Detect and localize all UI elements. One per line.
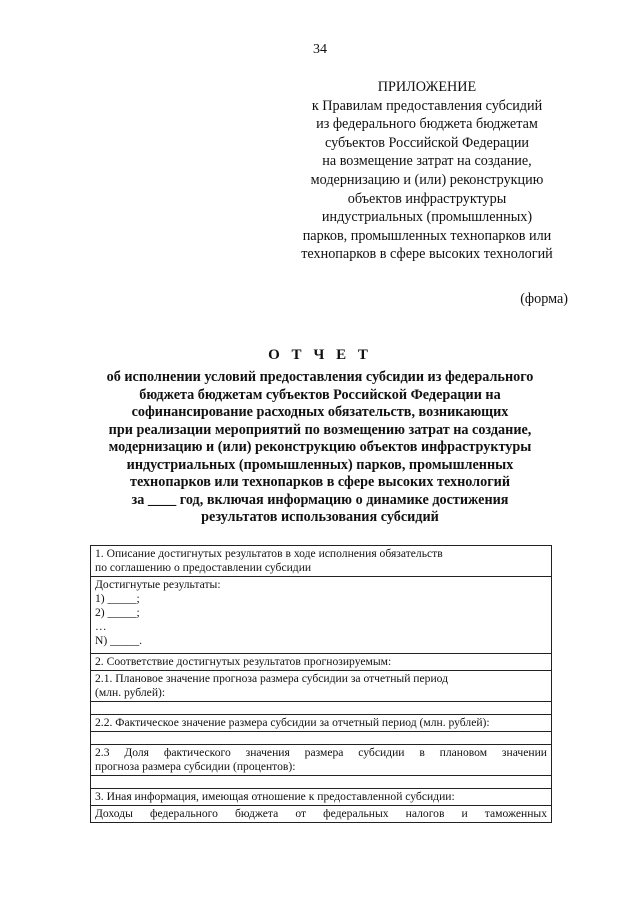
table-row xyxy=(91,577,552,654)
appendix-line: технопарков в сфере высоких технологий xyxy=(301,246,553,263)
table-row xyxy=(91,671,552,702)
revenue-cell xyxy=(91,806,552,823)
value-cell xyxy=(91,732,552,745)
value-cell xyxy=(91,776,552,789)
report-title: О Т Ч Е Т xyxy=(268,347,372,363)
result-item: … xyxy=(95,620,107,633)
form-label: (форма) xyxy=(520,291,568,307)
subtitle-line: об исполнении условий предоставления субсидии из федерального xyxy=(106,369,534,385)
item-2-1-cell xyxy=(91,671,552,702)
table-row xyxy=(91,654,552,671)
table-row xyxy=(91,806,552,823)
subtitle-line: за ____ год, включая информацию о динамике достижения xyxy=(131,491,509,508)
item-2-1-line: 2.1. Плановое значение прогноза размера субсидии за отчетный период xyxy=(95,672,449,685)
value-cell xyxy=(91,702,552,715)
results-cell xyxy=(91,577,552,654)
item-2-1-line: (млн. рублей): xyxy=(95,686,166,699)
table-row xyxy=(91,776,552,789)
table-row xyxy=(91,702,552,715)
appendix-line: индустриальных (промышленных) xyxy=(321,209,533,226)
section-1-cell xyxy=(91,546,552,577)
result-item: 1) _____; xyxy=(95,592,140,605)
section-1-line: по соглашению о предоставлении субсидии xyxy=(95,561,312,574)
item-2-3-line: 2.3 Доля фактического значения размера субсидии в плановом значении xyxy=(95,746,547,759)
table-row xyxy=(91,789,552,806)
table-row xyxy=(91,546,552,577)
appendix-line: модернизацию и (или) реконструкцию xyxy=(310,171,544,188)
revenue-line: Доходы федерального бюджета от федеральных налогов и таможенных xyxy=(95,807,547,820)
subtitle-line: бюджета бюджетам субъектов Российской Федерации на xyxy=(139,386,501,403)
section-3-cell: 3. Иная информация, имеющая отношение к предоставленной субсидии: xyxy=(91,789,552,806)
item-2-2-cell: 2.2. Фактическое значение размера субсидии за отчетный период (млн. рублей): xyxy=(91,715,552,732)
table-row xyxy=(91,732,552,745)
subtitle-line: модернизацию и (или) реконструкцию объектов инфраструктуры xyxy=(108,439,532,455)
appendix-line: к Правилам предоставления субсидий xyxy=(311,97,543,114)
page-number: 34 xyxy=(313,42,327,57)
result-item: N) _____. xyxy=(95,634,143,647)
result-item: 2) _____; xyxy=(95,606,140,619)
subtitle-line: технопарков или технопарков в сфере высоких технологий xyxy=(129,474,511,490)
appendix-block xyxy=(282,78,572,264)
appendix-line: парков, промышленных технопарков или xyxy=(302,227,552,244)
results-heading: Достигнутые результаты: xyxy=(95,578,221,591)
report-subtitle xyxy=(60,369,580,527)
appendix-line: из федерального бюджета бюджетам xyxy=(316,116,538,133)
appendix-line: объектов инфраструктуры xyxy=(347,190,507,207)
table-row xyxy=(91,715,552,732)
subtitle-line: результатов использования субсидий xyxy=(201,509,439,525)
report-form-table xyxy=(90,545,552,823)
appendix-line: на возмещение затрат на создание, xyxy=(322,153,532,170)
subtitle-line: софинансирование расходных обязательств, возникающих xyxy=(131,404,509,420)
appendix-heading: ПРИЛОЖЕНИЕ xyxy=(377,79,477,95)
section-1-line: 1. Описание достигнутых результатов в ходе исполнения обязательств xyxy=(95,547,443,560)
item-2-3-line: прогноза размера субсидии (процентов): xyxy=(95,760,296,773)
table-row xyxy=(91,745,552,776)
item-2-3-cell xyxy=(91,745,552,776)
subtitle-line: при реализации мероприятий по возмещению затрат на создание, xyxy=(108,421,532,438)
appendix-line: субъектов Российской Федерации xyxy=(324,134,530,151)
section-2-cell: 2. Соответствие достигнутых результатов прогнозируемым: xyxy=(91,654,552,671)
subtitle-line: индустриальных (промышленных) парков, промышленных xyxy=(126,456,514,473)
